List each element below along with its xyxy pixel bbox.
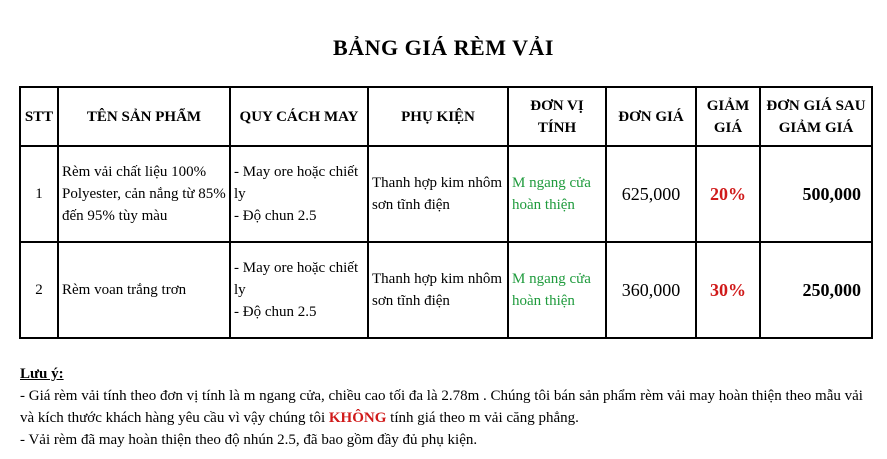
cell-final-price: 500,000 <box>760 146 872 242</box>
cell-spec <box>230 146 368 242</box>
note-line <box>20 385 880 429</box>
cell-final-price: 250,000 <box>760 242 872 338</box>
header-unit: ĐƠN VỊ TÍNH <box>508 87 606 146</box>
note-text: - Giá rèm vải tính theo đơn vị tính là m ngang cửa, chiều cao tối đa là 2.78m . Chúng tôi bán sản phẩm rèm vải may hoàn thiện theo mẫu vải và kích thước khách hàng yêu cầu vì vậy chúng tôi <box>20 388 863 426</box>
header-stt: STT <box>20 87 58 146</box>
header-spec: QUY CÁCH MAY <box>230 87 368 146</box>
header-accessory: PHỤ KIỆN <box>368 87 508 146</box>
spec-line: - Độ chun 2.5 <box>234 304 317 320</box>
cell-discount: 30% <box>696 242 760 338</box>
cell-discount: 20% <box>696 146 760 242</box>
cell-unit: M ngang cửa hoàn thiện <box>508 146 606 242</box>
note-line: - Vải rèm đã may hoàn thiện theo độ nhún 2.5, đã bao gồm đầy đủ phụ kiện. <box>20 432 478 448</box>
header-price: ĐƠN GIÁ <box>606 87 696 146</box>
cell-product-name: Rèm vải chất liệu 100% Polyester, cản nắng từ 85% đến 95% tùy màu <box>58 146 230 242</box>
spec-line: - Độ chun 2.5 <box>234 208 317 224</box>
price-table <box>19 86 873 339</box>
cell-stt: 2 <box>20 242 58 338</box>
cell-spec <box>230 242 368 338</box>
cell-accessory: Thanh hợp kim nhôm sơn tĩnh điện <box>368 242 508 338</box>
cell-stt: 1 <box>20 146 58 242</box>
notes-heading: Lưu ý: <box>20 366 64 382</box>
cell-product-name: Rèm voan trắng trơn <box>58 242 230 338</box>
cell-price: 625,000 <box>606 146 696 242</box>
table-row <box>20 242 872 338</box>
page-title: BẢNG GIÁ RÈM VẢI <box>333 35 554 60</box>
spec-line: - May ore hoặc chiết ly <box>234 260 359 298</box>
note-emphasis: KHÔNG <box>328 410 387 426</box>
cell-price: 360,000 <box>606 242 696 338</box>
note-text: tính giá theo m vải căng phẳng. <box>390 410 579 426</box>
header-product-name: TÊN SẢN PHẨM <box>58 87 230 146</box>
header-discount: GIẢM GIÁ <box>696 87 760 146</box>
cell-unit: M ngang cửa hoàn thiện <box>508 242 606 338</box>
table-header-row <box>20 87 872 146</box>
spec-line: - May ore hoặc chiết ly <box>234 164 359 202</box>
table-row <box>20 146 872 242</box>
notes-section <box>20 363 880 451</box>
header-final-price: ĐƠN GIÁ SAU GIẢM GIÁ <box>760 87 872 146</box>
cell-accessory: Thanh hợp kim nhôm sơn tĩnh điện <box>368 146 508 242</box>
